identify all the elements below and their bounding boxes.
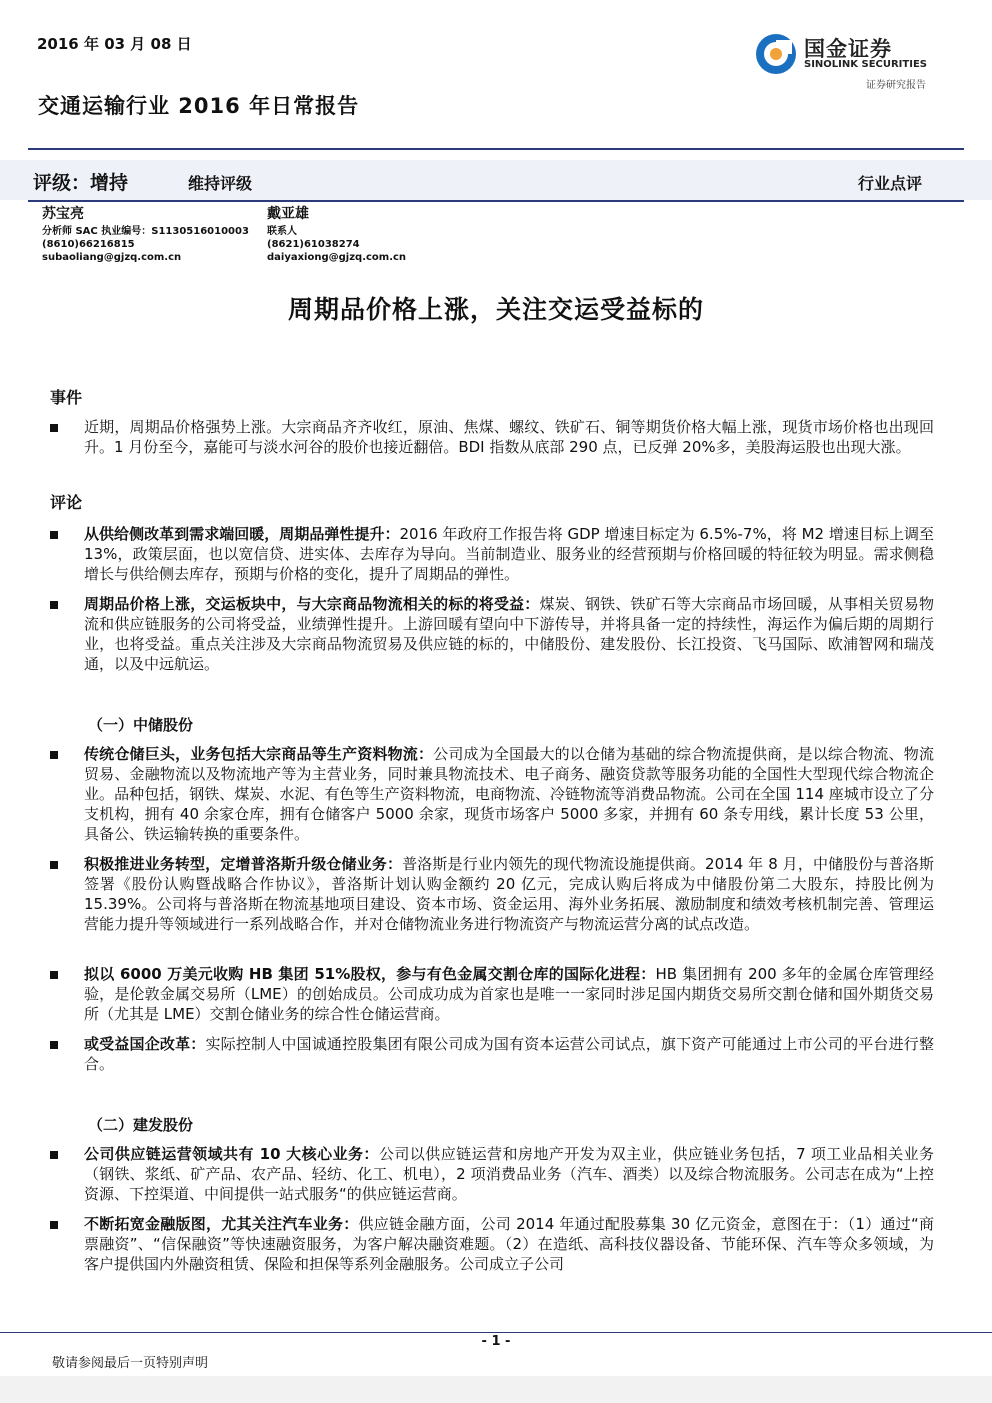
subsection-zhongchu: （一）中储股份 (88, 716, 194, 734)
footer-band (0, 1376, 992, 1403)
bullet-icon (50, 601, 58, 609)
bullet-icon (50, 424, 58, 432)
paragraph-lead: 传统仓储巨头，业务包括大宗商品等生产资料物流： (84, 745, 434, 763)
rating-divider (28, 200, 964, 202)
paragraph-zhongchu-2 (84, 854, 934, 934)
bullet-icon (50, 861, 58, 869)
report-headline: 周期品价格上涨，关注交运受益标的 (287, 295, 704, 324)
paragraph-comment-2 (84, 594, 934, 674)
paragraph-event (84, 417, 934, 457)
footer-divider (0, 1332, 992, 1333)
logo-mark-icon (754, 32, 798, 76)
contact-card (267, 208, 406, 264)
logo-english-name: SINOLINK SECURITIES (804, 59, 927, 70)
section-event: 事件 (50, 388, 83, 407)
company-logo (754, 30, 954, 92)
document-title: 交通运输行业 2016 年日常报告 (38, 94, 360, 118)
analyst-license: 分析师 SAC 执业编号：S1130516010003 (42, 226, 249, 237)
rating-maintain: 维持评级 (188, 174, 253, 193)
analyst-name: 苏宝亮 (42, 206, 84, 222)
paragraph-text: 近期，周期品价格强势上涨。大宗商品齐齐收红，原油、焦煤、螺纹、铁矿石、铜等期货价格大幅上涨，现货市场价格也出现回升。1 月份至今，嘉能可与淡水河谷的股价也接近翻倍。BDI 指数从底部 290 点，已反弹 20%多，美股海运股也出现大涨。 (84, 418, 934, 456)
paragraph-lead: 积极推进业务转型，定增普洛斯升级仓储业务： (84, 855, 403, 873)
rating-band (0, 160, 992, 200)
contact-role: 联系人 (267, 226, 297, 237)
bullet-icon (50, 971, 58, 979)
contact-phone: (8621)61038274 (267, 239, 360, 250)
bullet-icon (50, 1221, 58, 1229)
contact-name: 戴亚雄 (267, 206, 309, 222)
report-date: 2016 年 03 月 08 日 (37, 35, 192, 53)
paragraph-text: 煤炭、钢铁、铁矿石等大宗商品市场回暖，从事相关贸易物流和供应链服务的公司将受益，业绩弹性提升。上游回暖有望向中下游传导，并将具备一定的持续性，海运作为偏后期的周期行业，也将受益。重点关注涉及大宗商品物流贸易及供应链的标的，中储股份、建发股份、长江投资、飞马国际、欧浦智网和瑞茂通，以及中远航运。 (84, 595, 934, 673)
paragraph-zhongchu-3 (84, 964, 934, 1024)
paragraph-text: 普洛斯是行业内领先的现代物流设施提供商。2014 年 8 月，中储股份与普洛斯签署《股份认购暨战略合作协议》，普洛斯计划认购金额约 20 亿元，完成认购后将成为中储股份第二大股东，持股比例为 15.39%。公司将与普洛斯在物流基地项目建设、资本市场、资金运用、海外业务拓展、激励制度和绩效考核机制完善、管理运营能力提升等领域进行一系列战略合作，并对仓储物流业务进行物流资产与物流运营分离的试点改造。 (84, 855, 934, 933)
report-type: 行业点评 (858, 174, 923, 193)
bullet-icon (50, 531, 58, 539)
bullet-icon (50, 1041, 58, 1049)
paragraph-lead: 从供给侧改革到需求端回暖，周期品弹性提升： (84, 525, 400, 543)
rating-label: 评级：增持 (33, 172, 129, 194)
bullet-icon (50, 1151, 58, 1159)
analyst-card (42, 208, 249, 264)
paragraph-lead: 或受益国企改革： (84, 1035, 206, 1053)
analyst-email: subaoliang@gjzq.com.cn (42, 252, 182, 263)
logo-subtitle: 证券研究报告 (866, 80, 926, 91)
paragraph-comment-1 (84, 524, 934, 584)
paragraph-lead: 周期品价格上涨，交运板块中，与大宗商品物流相关的标的将受益： (84, 595, 540, 613)
analyst-phone: (8610)66216815 (42, 239, 135, 250)
paragraph-jianfa-2 (84, 1214, 934, 1274)
paragraph-text: HB 集团拥有 200 多年的金属仓库管理经验，是伦敦金属交易所（LME）的创始成员。公司成功成为首家也是唯一一家同时涉足国内期货交易所交割仓储和国外期货交易所（尤其是 LME）交割仓储业务的综合性仓储运营商。 (84, 965, 934, 1023)
header-divider (28, 148, 964, 150)
footer-disclaimer: 敬请参阅最后一页特别声明 (52, 1356, 209, 1371)
logo-chinese-name: 国金证券 (804, 37, 892, 61)
paragraph-zhongchu-4 (84, 1034, 934, 1074)
paragraph-lead: 不断拓宽金融版图，尤其关注汽车业务： (84, 1215, 359, 1233)
paragraph-lead: 拟以 6000 万美元收购 HB 集团 51%股权，参与有色金属交割仓库的国际化进程： (84, 965, 656, 983)
contact-email: daiyaxiong@gjzq.com.cn (267, 252, 407, 263)
paragraph-lead: 公司供应链运营领域共有 10 大核心业务： (84, 1145, 379, 1163)
paragraph-text: 供应链金融方面，公司 2014 年通过配股募集 30 亿元资金，意图在于：（1）通过“商票融资”、“信保融资”等快速融资服务，为客户解决融资难题。（2）在造纸、高科技仪器设备、节能环保、汽车等众多领域，为客户提供国内外融资租赁、保险和担保等系列金融服务。公司成立子公司 (84, 1215, 934, 1273)
paragraph-zhongchu-1 (84, 744, 934, 844)
subsection-jianfa: （二）建发股份 (88, 1116, 194, 1134)
paragraph-jianfa-1 (84, 1144, 934, 1204)
bullet-icon (50, 751, 58, 759)
paragraph-text: 公司成为全国最大的以仓储为基础的综合物流提供商，是以综合物流、物流贸易、金融物流以及物流地产等为主营业务，同时兼具物流技术、电子商务、融资贷款等服务功能的全国性大型现代综合物流企业。品种包括，钢铁、煤炭、水泥、有色等生产资料物流，电商物流、冷链物流等消费品物流。公司在全国 114 座城市设立了分支机构，拥有 40 余家仓库，拥有仓储客户 5000 余家，现货市场客户 5000 多家，并拥有 60 条专用线，累计长度 53 公里，具备公、铁运输转换的重要条件。 (84, 745, 934, 843)
paragraph-text: 实际控制人中国诚通控股集团有限公司成为国有资本运营公司试点，旗下资产可能通过上市公司的平台进行整合。 (84, 1035, 934, 1073)
paragraph-text: 2016 年政府工作报告将 GDP 增速目标定为 6.5%-7%，将 M2 增速目标上调至 13%，政策层面，也以宽信贷、进实体、去库存为导向。当前制造业、服务业的经营预期与价格回暖的特征较为明显。需求侧稳增长与供给侧去库存，预期与价格的变化，提升了周期品的弹性。 (84, 525, 934, 583)
page-number: - 1 - (481, 1334, 511, 1349)
paragraph-text: 公司以供应链运营和房地产开发为双主业，供应链业务包括，7 项工业品相关业务（钢铁、浆纸、矿产品、农产品、轻纺、化工、机电），2 项消费品业务（汽车、酒类）以及综合物流服务。公司志在成为“上控资源、下控渠道、中间提供一站式服务“的供应链运营商。 (84, 1145, 934, 1203)
section-comment: 评论 (50, 493, 83, 512)
